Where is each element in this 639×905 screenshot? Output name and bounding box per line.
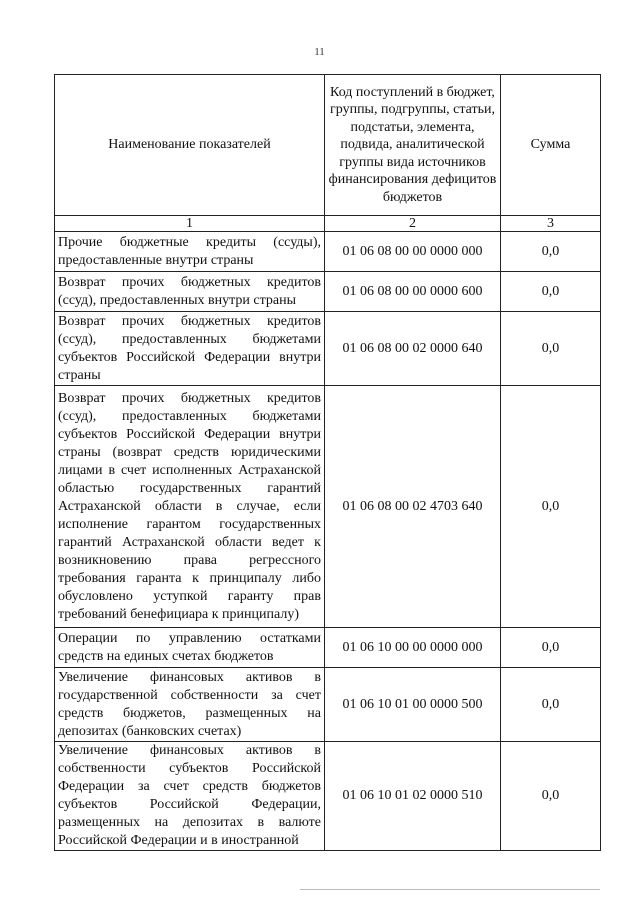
row-sum: 0,0: [501, 232, 601, 272]
row-sum: 0,0: [501, 742, 601, 851]
row-code: 01 06 10 00 00 0000 000: [325, 628, 501, 668]
table-row: [55, 232, 601, 272]
table-header-row: [55, 75, 601, 216]
row-code: 01 06 08 00 02 0000 640: [325, 312, 501, 386]
table-row: [55, 742, 601, 851]
table-row: [55, 386, 601, 628]
scan-bottom-line: [300, 889, 600, 890]
table-row: [55, 628, 601, 668]
row-code: 01 06 10 01 02 0000 510: [325, 742, 501, 851]
row-code: 01 06 08 00 00 0000 000: [325, 232, 501, 272]
column-number-row: [55, 216, 601, 232]
budget-sources-table: [54, 74, 601, 851]
header-name: Наименование показателей: [55, 75, 325, 216]
row-name: Возврат прочих бюджетных кредитов (ссуд), предоставленных бюджетами субъектов Российской Федерации внутри страны: [55, 312, 325, 386]
row-name: Возврат прочих бюджетных кредитов (ссуд), предоставленных бюджетами субъектов Российской Федерации внутри страны (возврат средств юридическими лицами в счет исполненных Астраханской областью государственных гарантий Астраханской области в случае, если исполнение гарантом государственных гарантий Астраханской области ведет к возникновению права регрессного требования гаранта к принципалу либо обусловлено уступкой гаранту прав требований бенефициара к принципалу): [55, 386, 325, 628]
row-name: Возврат прочих бюджетных кредитов (ссуд), предоставленных внутри страны: [55, 272, 325, 312]
page-number: 11: [314, 46, 325, 58]
row-sum: 0,0: [501, 386, 601, 628]
table-row: [55, 312, 601, 386]
table-row: [55, 272, 601, 312]
column-number-2: 2: [325, 216, 501, 232]
row-code: 01 06 08 00 02 4703 640: [325, 386, 501, 628]
row-code: 01 06 08 00 00 0000 600: [325, 272, 501, 312]
row-code: 01 06 10 01 00 0000 500: [325, 668, 501, 742]
row-sum: 0,0: [501, 312, 601, 386]
row-name: Операции по управлению остатками средств на единых счетах бюджетов: [55, 628, 325, 668]
table-row: [55, 668, 601, 742]
column-number-1: 1: [55, 216, 325, 232]
row-name: Увеличение финансовых активов в собственности субъектов Российской Федерации за счет средств бюджетов субъектов Российской Федерации, размещенных на депозитах в валюте Российской Федерации и в иностранной: [55, 742, 325, 851]
column-number-3: 3: [501, 216, 601, 232]
row-sum: 0,0: [501, 272, 601, 312]
row-name: Увеличение финансовых активов в государственной собственности за счет средств бюджетов, размещенных на депозитах (банковских счетах): [55, 668, 325, 742]
header-code: Код поступлений в бюджет, группы, подгруппы, статьи, подстатьи, элемента, подвида, аналитической группы вида источников финансирования дефицитов бюджетов: [325, 75, 501, 216]
row-name: Прочие бюджетные кредиты (ссуды), предоставленные внутри страны: [55, 232, 325, 272]
header-sum: Сумма: [501, 75, 601, 216]
row-sum: 0,0: [501, 668, 601, 742]
row-sum: 0,0: [501, 628, 601, 668]
